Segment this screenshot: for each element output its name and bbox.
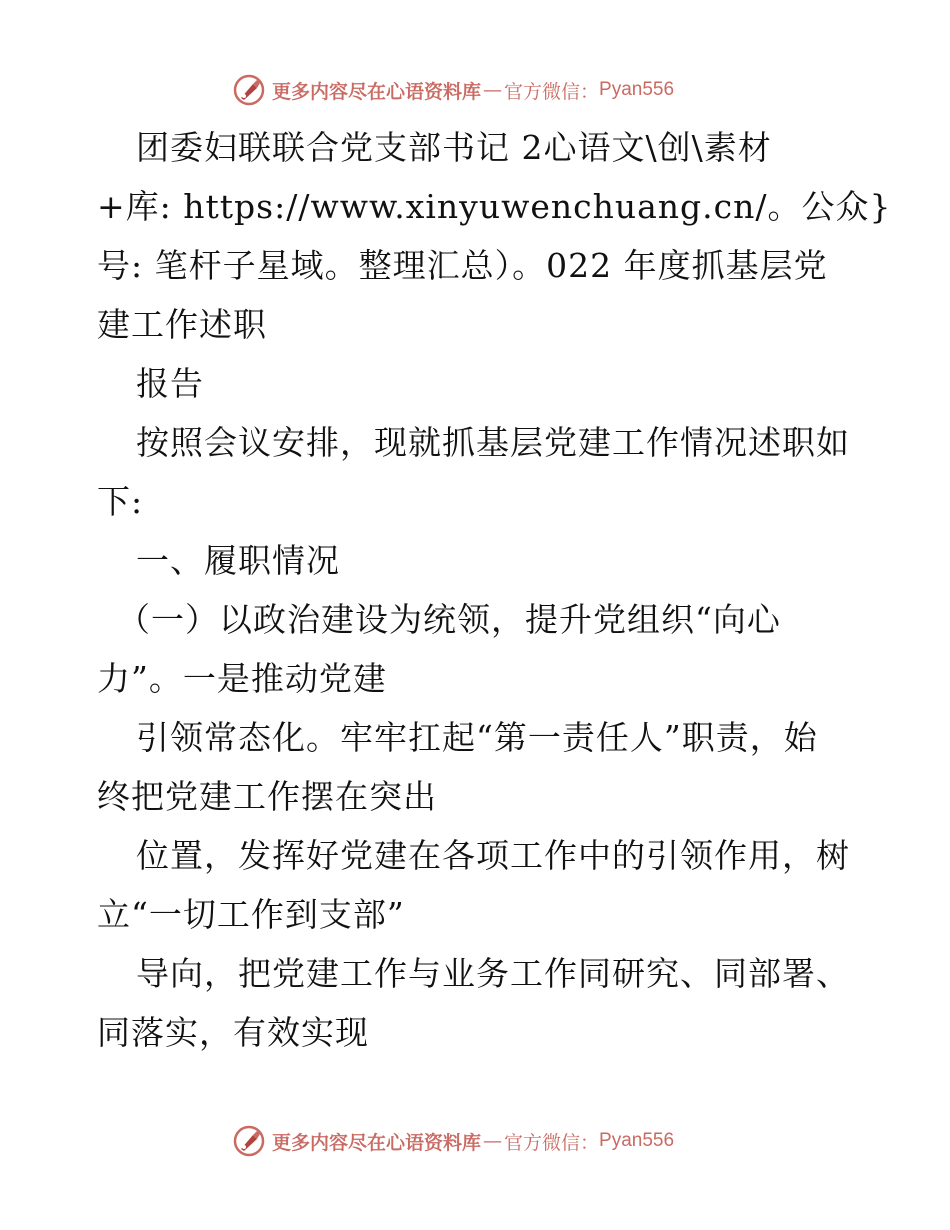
text-line: 位置，发挥好党建在各项工作中的引领作用，树 — [136, 836, 850, 875]
watermark-main-text: 更多内容尽在心语资料库 — [272, 1131, 482, 1154]
text-line: 导向，把党建工作与业务工作同研究、同部署、 — [136, 954, 850, 993]
text-line: 力”。一是推动党建 — [97, 659, 387, 698]
document-body — [97, 118, 892, 1062]
watermark-wechat-id: Pyan556 — [599, 79, 675, 100]
text-line: 立“一切工作到支部” — [97, 895, 405, 934]
text-line: +库: https://www.xinyuwenchuang.cn/。公众} — [97, 187, 892, 226]
watermark-sub-text: 官方微信： — [504, 80, 600, 103]
header-watermark — [232, 73, 674, 107]
watermark-separator: — — [483, 1130, 503, 1152]
pen-nib-logo-icon — [232, 1124, 266, 1158]
watermark-wechat-id: Pyan556 — [599, 1130, 675, 1151]
text-line: 报告 — [136, 364, 204, 403]
text-line: （一）以政治建设为统领，提升党组织“向心 — [117, 600, 781, 639]
footer-watermark — [232, 1124, 674, 1158]
text-line: 按照会议安排，现就抓基层党建工作情况述职如 — [136, 423, 850, 462]
watermark-sub-text: 官方微信： — [504, 1131, 600, 1154]
pen-nib-logo-icon — [232, 73, 266, 107]
text-line: 引领常态化。牢牢扛起“第一责任人”职责，始 — [136, 718, 818, 757]
watermark-separator: — — [483, 79, 503, 101]
text-line: 同落实，有效实现 — [97, 1013, 369, 1052]
text-line: 建工作述职 — [97, 305, 267, 344]
text-line: 团委妇联联合党支部书记 2心语文\创\素材 — [136, 128, 772, 167]
text-line: 终把党建工作摆在突出 — [97, 777, 437, 816]
watermark-main-text: 更多内容尽在心语资料库 — [272, 80, 482, 103]
section-heading: 一、履职情况 — [136, 541, 340, 580]
text-line: 号: 笔杆子星域。整理汇总）。022 年度抓基层党 — [97, 246, 828, 285]
text-line: 下: — [97, 482, 144, 521]
